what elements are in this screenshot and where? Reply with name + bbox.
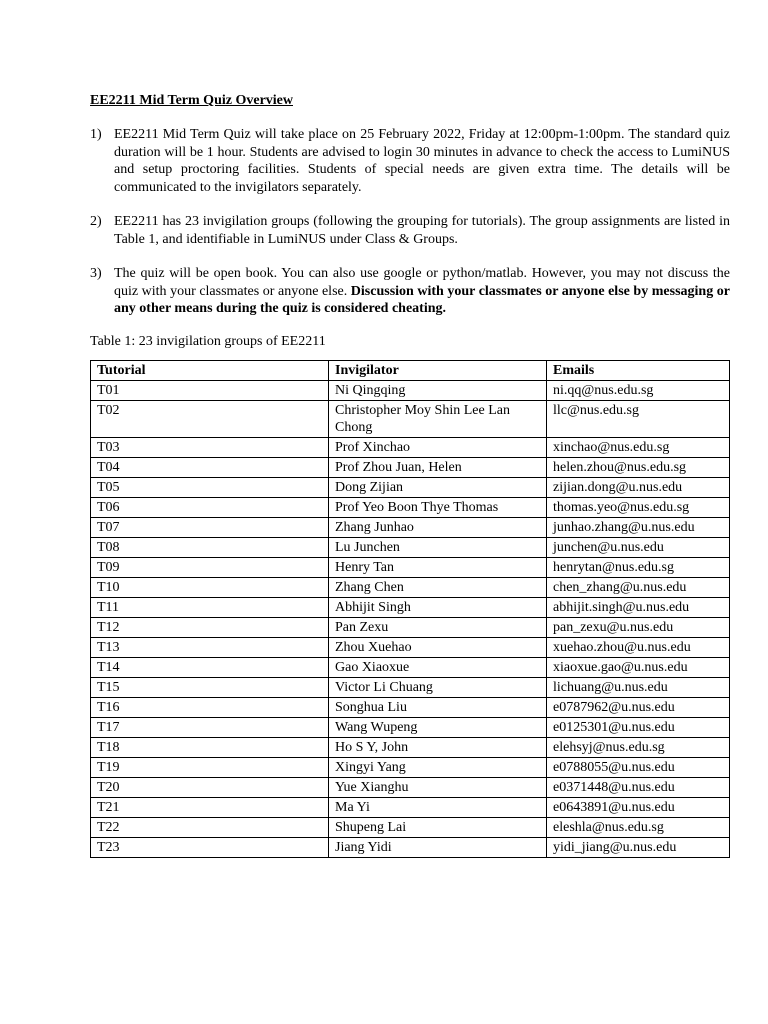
table-row — [91, 677, 730, 697]
cell-invigilator: Wang Wupeng — [329, 717, 547, 737]
cell-tutorial: T21 — [91, 797, 329, 817]
cell-invigilator: Ho S Y, John — [329, 737, 547, 757]
table-row — [91, 837, 730, 857]
cell-email: xiaoxue.gao@u.nus.edu — [547, 657, 730, 677]
cell-tutorial: T09 — [91, 557, 329, 577]
header-tutorial: Tutorial — [91, 360, 329, 380]
table-row — [91, 757, 730, 777]
cell-email: eleshla@nus.edu.sg — [547, 817, 730, 837]
cell-invigilator: Ma Yi — [329, 797, 547, 817]
cell-tutorial: T01 — [91, 380, 329, 400]
cell-invigilator: Pan Zexu — [329, 617, 547, 637]
cell-tutorial: T23 — [91, 837, 329, 857]
table-row — [91, 457, 730, 477]
table-caption: Table 1: 23 invigilation groups of EE2211 — [90, 333, 326, 349]
cell-tutorial: T03 — [91, 437, 329, 457]
cell-email: xinchao@nus.edu.sg — [547, 437, 730, 457]
cell-email: lichuang@u.nus.edu — [547, 677, 730, 697]
cell-email: junchen@u.nus.edu — [547, 537, 730, 557]
cell-invigilator: Victor Li Chuang — [329, 677, 547, 697]
cell-invigilator: Henry Tan — [329, 557, 547, 577]
cell-invigilator: Gao Xiaoxue — [329, 657, 547, 677]
cell-email: junhao.zhang@u.nus.edu — [547, 517, 730, 537]
cell-tutorial: T10 — [91, 577, 329, 597]
invigilation-groups-table — [90, 360, 730, 858]
cell-invigilator: Yue Xianghu — [329, 777, 547, 797]
table-row — [91, 380, 730, 400]
table-row — [91, 597, 730, 617]
point-number: 2) — [90, 214, 102, 229]
cell-tutorial: T05 — [91, 477, 329, 497]
cell-invigilator: Shupeng Lai — [329, 817, 547, 837]
overview-point-2 — [90, 213, 730, 248]
table-row — [91, 517, 730, 537]
cell-email: elehsyj@nus.edu.sg — [547, 737, 730, 757]
cell-invigilator: Zhang Chen — [329, 577, 547, 597]
table-header-row — [91, 360, 730, 380]
point-text — [114, 265, 730, 318]
overview-point-3 — [90, 265, 730, 318]
header-emails: Emails — [547, 360, 730, 380]
cell-email: yidi_jiang@u.nus.edu — [547, 837, 730, 857]
table-row — [91, 497, 730, 517]
cell-invigilator: Dong Zijian — [329, 477, 547, 497]
cell-invigilator: Jiang Yidi — [329, 837, 547, 857]
point-text: EE2211 has 23 invigilation groups (following the grouping for tutorials). The group assignments are listed in Table 1, and identifiable in LumiNUS under Class & Groups. — [114, 214, 730, 247]
cell-invigilator: Prof Zhou Juan, Helen — [329, 457, 547, 477]
table-row — [91, 777, 730, 797]
cell-tutorial: T22 — [91, 817, 329, 837]
table-row — [91, 437, 730, 457]
table-body — [91, 380, 730, 857]
cell-invigilator: Songhua Liu — [329, 697, 547, 717]
cell-invigilator: Prof Xinchao — [329, 437, 547, 457]
table-row — [91, 817, 730, 837]
cell-tutorial: T04 — [91, 457, 329, 477]
cell-email: e0371448@u.nus.edu — [547, 777, 730, 797]
cell-email: pan_zexu@u.nus.edu — [547, 617, 730, 637]
point-text-bold: Discussion with your classmates or anyone else by messaging or any other means during the quiz is considered cheating. — [114, 283, 730, 316]
point-number: 1) — [90, 127, 102, 142]
cell-invigilator: Christopher Moy Shin Lee Lan Chong — [329, 400, 547, 437]
cell-invigilator: Prof Yeo Boon Thye Thomas — [329, 497, 547, 517]
table-row — [91, 637, 730, 657]
cell-tutorial: T08 — [91, 537, 329, 557]
cell-invigilator: Zhou Xuehao — [329, 637, 547, 657]
document-page — [90, 92, 730, 858]
cell-tutorial: T18 — [91, 737, 329, 757]
document-title: EE2211 Mid Term Quiz Overview — [90, 93, 293, 108]
point-number: 3) — [90, 266, 102, 281]
overview-point-1 — [90, 126, 730, 196]
table-row — [91, 737, 730, 757]
header-invigilator: Invigilator — [329, 360, 547, 380]
cell-invigilator: Xingyi Yang — [329, 757, 547, 777]
point-text: EE2211 Mid Term Quiz will take place on 25 February 2022, Friday at 12:00pm-1:00pm. The standard quiz duration will be 1 hour. Students are advised to login 30 minutes in advance to check the access to LumiNUS and setup proctoring facilities. Students of special needs are given extra time. The details will be communicated to the invigilators separately. — [114, 127, 730, 195]
table-row — [91, 617, 730, 637]
cell-email: e0643891@u.nus.edu — [547, 797, 730, 817]
table-row — [91, 557, 730, 577]
cell-email: e0787962@u.nus.edu — [547, 697, 730, 717]
table-row — [91, 537, 730, 557]
cell-email: xuehao.zhou@u.nus.edu — [547, 637, 730, 657]
table-row — [91, 797, 730, 817]
table-row — [91, 717, 730, 737]
cell-tutorial: T07 — [91, 517, 329, 537]
table-row — [91, 577, 730, 597]
cell-email: llc@nus.edu.sg — [547, 400, 730, 437]
cell-tutorial: T17 — [91, 717, 329, 737]
table-row — [91, 477, 730, 497]
cell-email: zijian.dong@u.nus.edu — [547, 477, 730, 497]
cell-tutorial: T13 — [91, 637, 329, 657]
table-row — [91, 697, 730, 717]
cell-invigilator: Abhijit Singh — [329, 597, 547, 617]
cell-tutorial: T15 — [91, 677, 329, 697]
cell-tutorial: T16 — [91, 697, 329, 717]
point-text-regular: The quiz will be open book. You can also use google or python/matlab. However, you may not discuss the quiz with your classmates or anyone else. — [114, 266, 730, 299]
cell-email: chen_zhang@u.nus.edu — [547, 577, 730, 597]
cell-tutorial: T19 — [91, 757, 329, 777]
cell-email: ni.qq@nus.edu.sg — [547, 380, 730, 400]
table-row — [91, 657, 730, 677]
cell-email: e0788055@u.nus.edu — [547, 757, 730, 777]
cell-email: henrytan@nus.edu.sg — [547, 557, 730, 577]
cell-tutorial: T14 — [91, 657, 329, 677]
table-row — [91, 400, 730, 437]
cell-invigilator: Lu Junchen — [329, 537, 547, 557]
cell-email: helen.zhou@nus.edu.sg — [547, 457, 730, 477]
cell-invigilator: Ni Qingqing — [329, 380, 547, 400]
cell-tutorial: T11 — [91, 597, 329, 617]
cell-invigilator: Zhang Junhao — [329, 517, 547, 537]
cell-email: abhijit.singh@u.nus.edu — [547, 597, 730, 617]
cell-email: e0125301@u.nus.edu — [547, 717, 730, 737]
cell-tutorial: T12 — [91, 617, 329, 637]
cell-email: thomas.yeo@nus.edu.sg — [547, 497, 730, 517]
cell-tutorial: T06 — [91, 497, 329, 517]
cell-tutorial: T02 — [91, 400, 329, 437]
cell-tutorial: T20 — [91, 777, 329, 797]
